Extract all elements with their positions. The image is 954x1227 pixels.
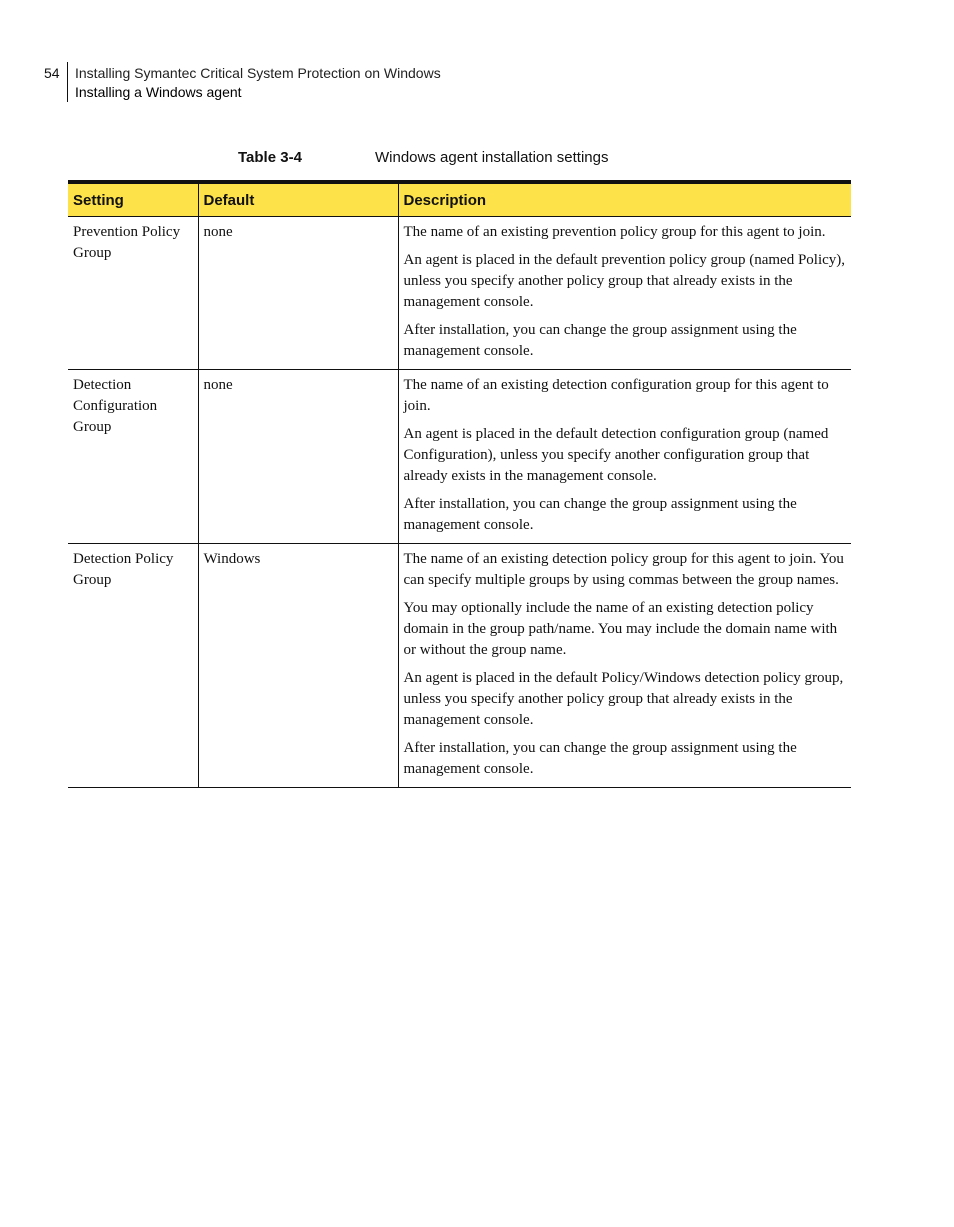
- table-row: [68, 544, 851, 788]
- default-cell: none: [198, 370, 398, 544]
- description-paragraph: An agent is placed in the default detection configuration group (named Configuration), unless you specify another configuration group that already exists in the management console.: [403, 426, 829, 484]
- description-paragraph: After installation, you can change the group assignment using the management console.: [403, 496, 797, 533]
- description-paragraph: An agent is placed in the default prevention policy group (named Policy), unless you specify another policy group that already exists in the management console.: [403, 252, 846, 310]
- description-cell: [398, 544, 851, 788]
- table-label: Table 3-4: [238, 149, 302, 166]
- description-cell: [398, 370, 851, 544]
- description-paragraph: The name of an existing detection configuration group for this agent to join.: [403, 377, 829, 414]
- description-paragraph: The name of an existing prevention policy group for this agent to join.: [403, 224, 826, 240]
- header-text: [67, 62, 441, 102]
- description-paragraph: You may optionally include the name of an existing detection policy domain in the group path/name. You may include the domain name with or without the group name.: [403, 600, 838, 658]
- table-caption: [238, 149, 608, 166]
- column-header-description: Description: [398, 182, 851, 217]
- table-header-row: [68, 182, 851, 217]
- description-cell: [398, 217, 851, 370]
- section-title: Installing a Windows agent: [75, 84, 242, 100]
- column-header-default: Default: [198, 182, 398, 217]
- description-paragraph: The name of an existing detection policy group for this agent to join. You can specify multiple groups by using commas between the group names.: [403, 551, 844, 588]
- setting-cell: Prevention Policy Group: [68, 217, 198, 370]
- column-header-setting: Setting: [68, 182, 198, 217]
- default-cell: none: [198, 217, 398, 370]
- description-paragraph: After installation, you can change the group assignment using the management console.: [403, 322, 797, 359]
- default-cell: Windows: [198, 544, 398, 788]
- setting-cell: Detection Policy Group: [68, 544, 198, 788]
- table-row: [68, 217, 851, 370]
- description-paragraph: An agent is placed in the default Policy/Windows detection policy group, unless you specify another policy group that already exists in the management console.: [403, 670, 844, 728]
- setting-cell: Detection Configuration Group: [68, 370, 198, 544]
- table-row: [68, 370, 851, 544]
- table-title: Windows agent installation settings: [375, 149, 609, 166]
- page-number: 54: [44, 65, 60, 81]
- description-paragraph: After installation, you can change the group assignment using the management console.: [403, 740, 797, 777]
- settings-table: [68, 180, 851, 788]
- chapter-title: Installing Symantec Critical System Protection on Windows: [75, 65, 441, 81]
